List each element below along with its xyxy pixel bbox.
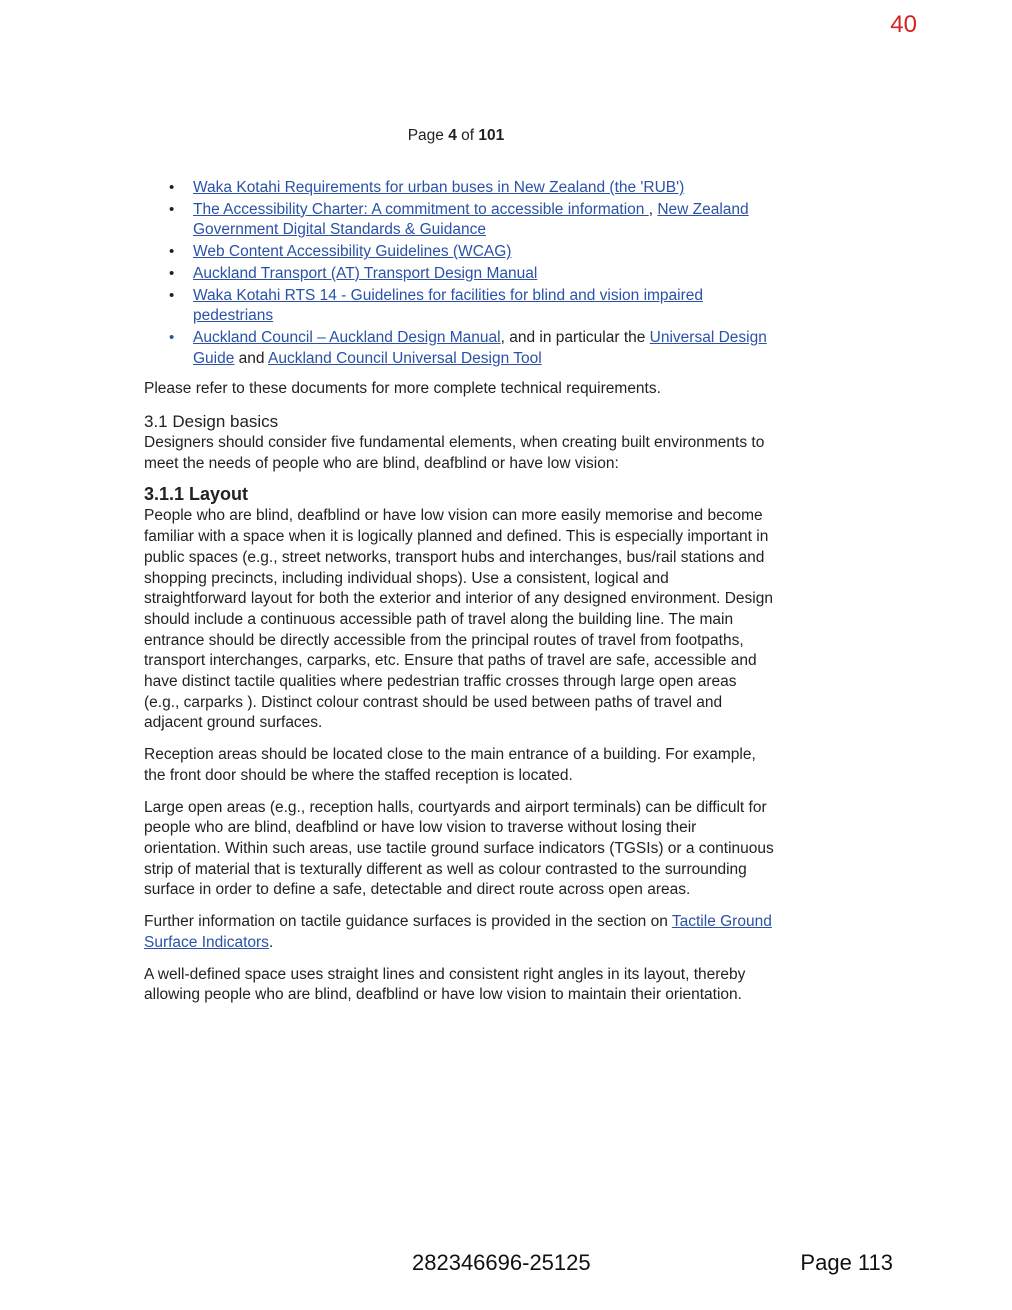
- section-heading: 3.1 Design basics: [144, 412, 279, 432]
- reference-link[interactable]: Waka Kotahi Requirements for urban buses in New Zealand (the 'RUB'): [193, 179, 685, 196]
- footer-page-label: Page 113: [800, 1250, 893, 1275]
- page-stamp-number: 40: [890, 11, 917, 38]
- reference-link[interactable]: New Zealand Government Digital Standards & Guidance: [193, 200, 749, 239]
- body-paragraphs: [144, 506, 774, 1005]
- reference-link[interactable]: Auckland Council – Auckland Design Manual: [193, 328, 501, 346]
- bullet-icon: •: [169, 328, 175, 346]
- of-word: of: [461, 127, 475, 144]
- reference-item: [144, 264, 774, 285]
- bullet-icon: •: [169, 264, 175, 282]
- reference-link[interactable]: Auckland Council Universal Design Tool: [268, 349, 542, 367]
- paragraph-text: Further information on tactile guidance surfaces is provided in the section on: [144, 913, 672, 931]
- body-paragraph: [144, 745, 774, 786]
- reference-item: [144, 178, 774, 199]
- document-body: [144, 178, 774, 1006]
- bullet-icon: •: [169, 200, 175, 218]
- reference-link[interactable]: Waka Kotahi RTS 14 -: [193, 286, 351, 304]
- reference-list: [144, 178, 774, 369]
- paragraph-text: Reception areas should be located close to the main entrance of a building. For example, the front door should be where the staffed reception is located.: [144, 746, 756, 784]
- body-paragraph: [144, 912, 774, 953]
- bullet-icon: •: [169, 286, 175, 304]
- intro-text: Please refer to these documents for more complete technical requirements.: [144, 380, 661, 398]
- reference-text: , and in particular the: [500, 328, 650, 346]
- reference-item: [144, 200, 774, 241]
- reference-link[interactable]: The Accessibility Charter: A commitment to accessible information: [193, 200, 649, 218]
- page-number: 4: [448, 127, 457, 144]
- reference-link[interactable]: Auckland Transport (AT) Transport Design Manual: [193, 264, 538, 282]
- body-paragraph: [144, 506, 774, 734]
- page-total: 101: [478, 127, 505, 144]
- page-header: [0, 126, 912, 146]
- paragraph-text: A well-defined space uses straight lines and consistent right angles in its layout, thereby allowing people who are blind, deafblind or have low vision to maintain their orientation.: [144, 965, 746, 1004]
- footer-document-id: 282346696-25125: [412, 1250, 591, 1275]
- paragraph-text: .: [268, 933, 274, 951]
- paragraph-text: Large open areas (e.g., reception halls, courtyards and airport terminals) can be difficult for people who are blind, deafblind or have low vision to traverse without losing their orientation. Within such areas, use tactile ground surface indicators (TGSIs) or a continuous strip of material that is texturally different as well as colour contrasted to the surrounding surface in order to define a safe, detectable and direct route across open areas.: [144, 798, 774, 899]
- body-paragraph: [144, 798, 774, 902]
- reference-item: [144, 328, 774, 369]
- reference-text: and: [234, 349, 268, 367]
- paragraph-text: People who are blind, deafblind or have low vision can more easily memorise and become familiar with a space when it is logically planned and defined. This is especially important in public spaces (e.g., street networks, transport hubs and interchanges, bus/rail stations and shopping precincts, including individual shops). Use a consistent, logical and straightforward layout for both the exterior and interior of any designed environment. Design should include a continuous accessible path of travel along the building line. The main entrance should be directly accessible from the principal routes of travel from footpaths, transport interchanges, carparks, etc. Ensure that paths of travel are safe, accessible and have distinct tactile qualities where pedestrian traffic crosses through large open areas (e.g., carparks ). Distinct colour contrast should be used between paths of travel and adjacent ground surfaces.: [144, 507, 773, 732]
- body-paragraph: [144, 965, 774, 1006]
- bullet-icon: •: [169, 243, 175, 261]
- reference-item: [144, 242, 774, 263]
- reference-link[interactable]: Universal Design Guide: [193, 328, 767, 367]
- reference-link[interactable]: Web Content Accessibility Guidelines (WCAG): [193, 243, 512, 261]
- reference-item: [144, 286, 774, 327]
- bullet-icon: •: [169, 179, 175, 196]
- page-word: Page: [407, 127, 444, 144]
- reference-link[interactable]: Guidelines for facilities for blind and vision impaired pedestrians: [193, 286, 704, 325]
- section-text: Designers should consider five fundamental elements, when creating built environments to meet the needs of people who are blind, deafblind or have low vision:: [144, 434, 765, 472]
- paragraph-link[interactable]: Tactile Ground Surface Indicators: [144, 913, 772, 951]
- reference-text: ,: [648, 200, 658, 218]
- subsection-heading: 3.1.1 Layout: [144, 484, 249, 505]
